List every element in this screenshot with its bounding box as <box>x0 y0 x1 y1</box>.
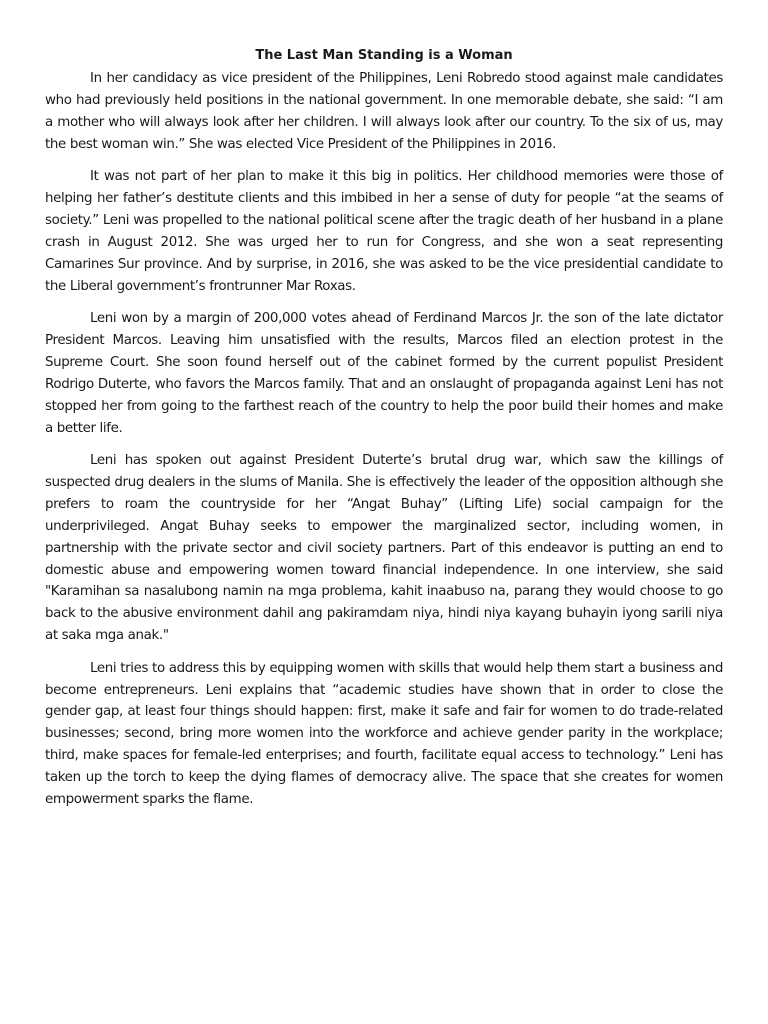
document-page <box>45 45 723 822</box>
paragraph-candidacy: In her candidacy as vice president of the Philippines, Leni Robredo stood against male candidates who had previously held positions in the national government. In one memorable debate, she said: “I am a mother who will always look after her children. I will always look after our country. To the six of us, may the best woman win.” She was elected Vice President of the Philippines in 2016. <box>45 71 723 152</box>
document-title: The Last Man Standing is a Woman <box>255 48 513 63</box>
paragraph-drug-war: Leni has spoken out against President Duterte’s brutal drug war, which saw the killings of suspected drug dealers in the slums of Manila. She is effectively the leader of the opposition although she prefers to roam the countryside for her “Angat Buhay” (Lifting Life) social campaign for the underprivileged. Angat Buhay seeks to empower the marginalized sector, including women, in partnership with the private sector and civil society partners. Part of this endeavor is putting an end to domestic abuse and empowering women toward financial independence. In one interview, she said "Karamihan sa nasalubong namin na mga problema, kahit inaabuso na, parang they would choose to go back to the abusive environment dahil ang pakiramdam niya, hindi niya kayang buhayin iyong sarili niya at saka mga anak." <box>45 453 723 644</box>
paragraph-election-result: Leni won by a margin of 200,000 votes ahead of Ferdinand Marcos Jr. the son of the late dictator President Marcos. Leaving him unsatisfied with the results, Marcos filed an election protest in the Supreme Court. She soon found herself out of the cabinet formed by the current populist President Rodrigo Duterte, who favors the Marcos family. That and an onslaught of propaganda against Leni has not stopped her from going to the farthest reach of the country to help the poor build their homes and make a better life. <box>45 311 723 436</box>
paragraph-empowerment: Leni tries to address this by equipping women with skills that would help them start a business and become entrepreneurs. Leni explains that “academic studies have shown that in order to close the gender gap, at least four things should happen: first, make it safe and fair for women to do trade-related businesses; second, bring more women into the workforce and achieve gender parity in the workplace; third, make spaces for female-led enterprises; and fourth, facilitate equal access to technology.” Leni has taken up the torch to keep the dying flames of democracy alive. The space that she creates for women empowerment sparks the flame. <box>45 660 723 808</box>
paragraph-background: It was not part of her plan to make it this big in politics. Her childhood memories were those of helping her father’s destitute clients and this imbibed in her a sense of duty for people “at the seams of society.” Leni was propelled to the national political scene after the tragic death of her husband in a plane crash in August 2012. She was urged her to run for Congress, and she won a seat representing Camarines Sur province. And by surprise, in 2016, she was asked to be the vice presidential candidate to the Liberal government’s frontrunner Mar Roxas. <box>45 169 723 294</box>
